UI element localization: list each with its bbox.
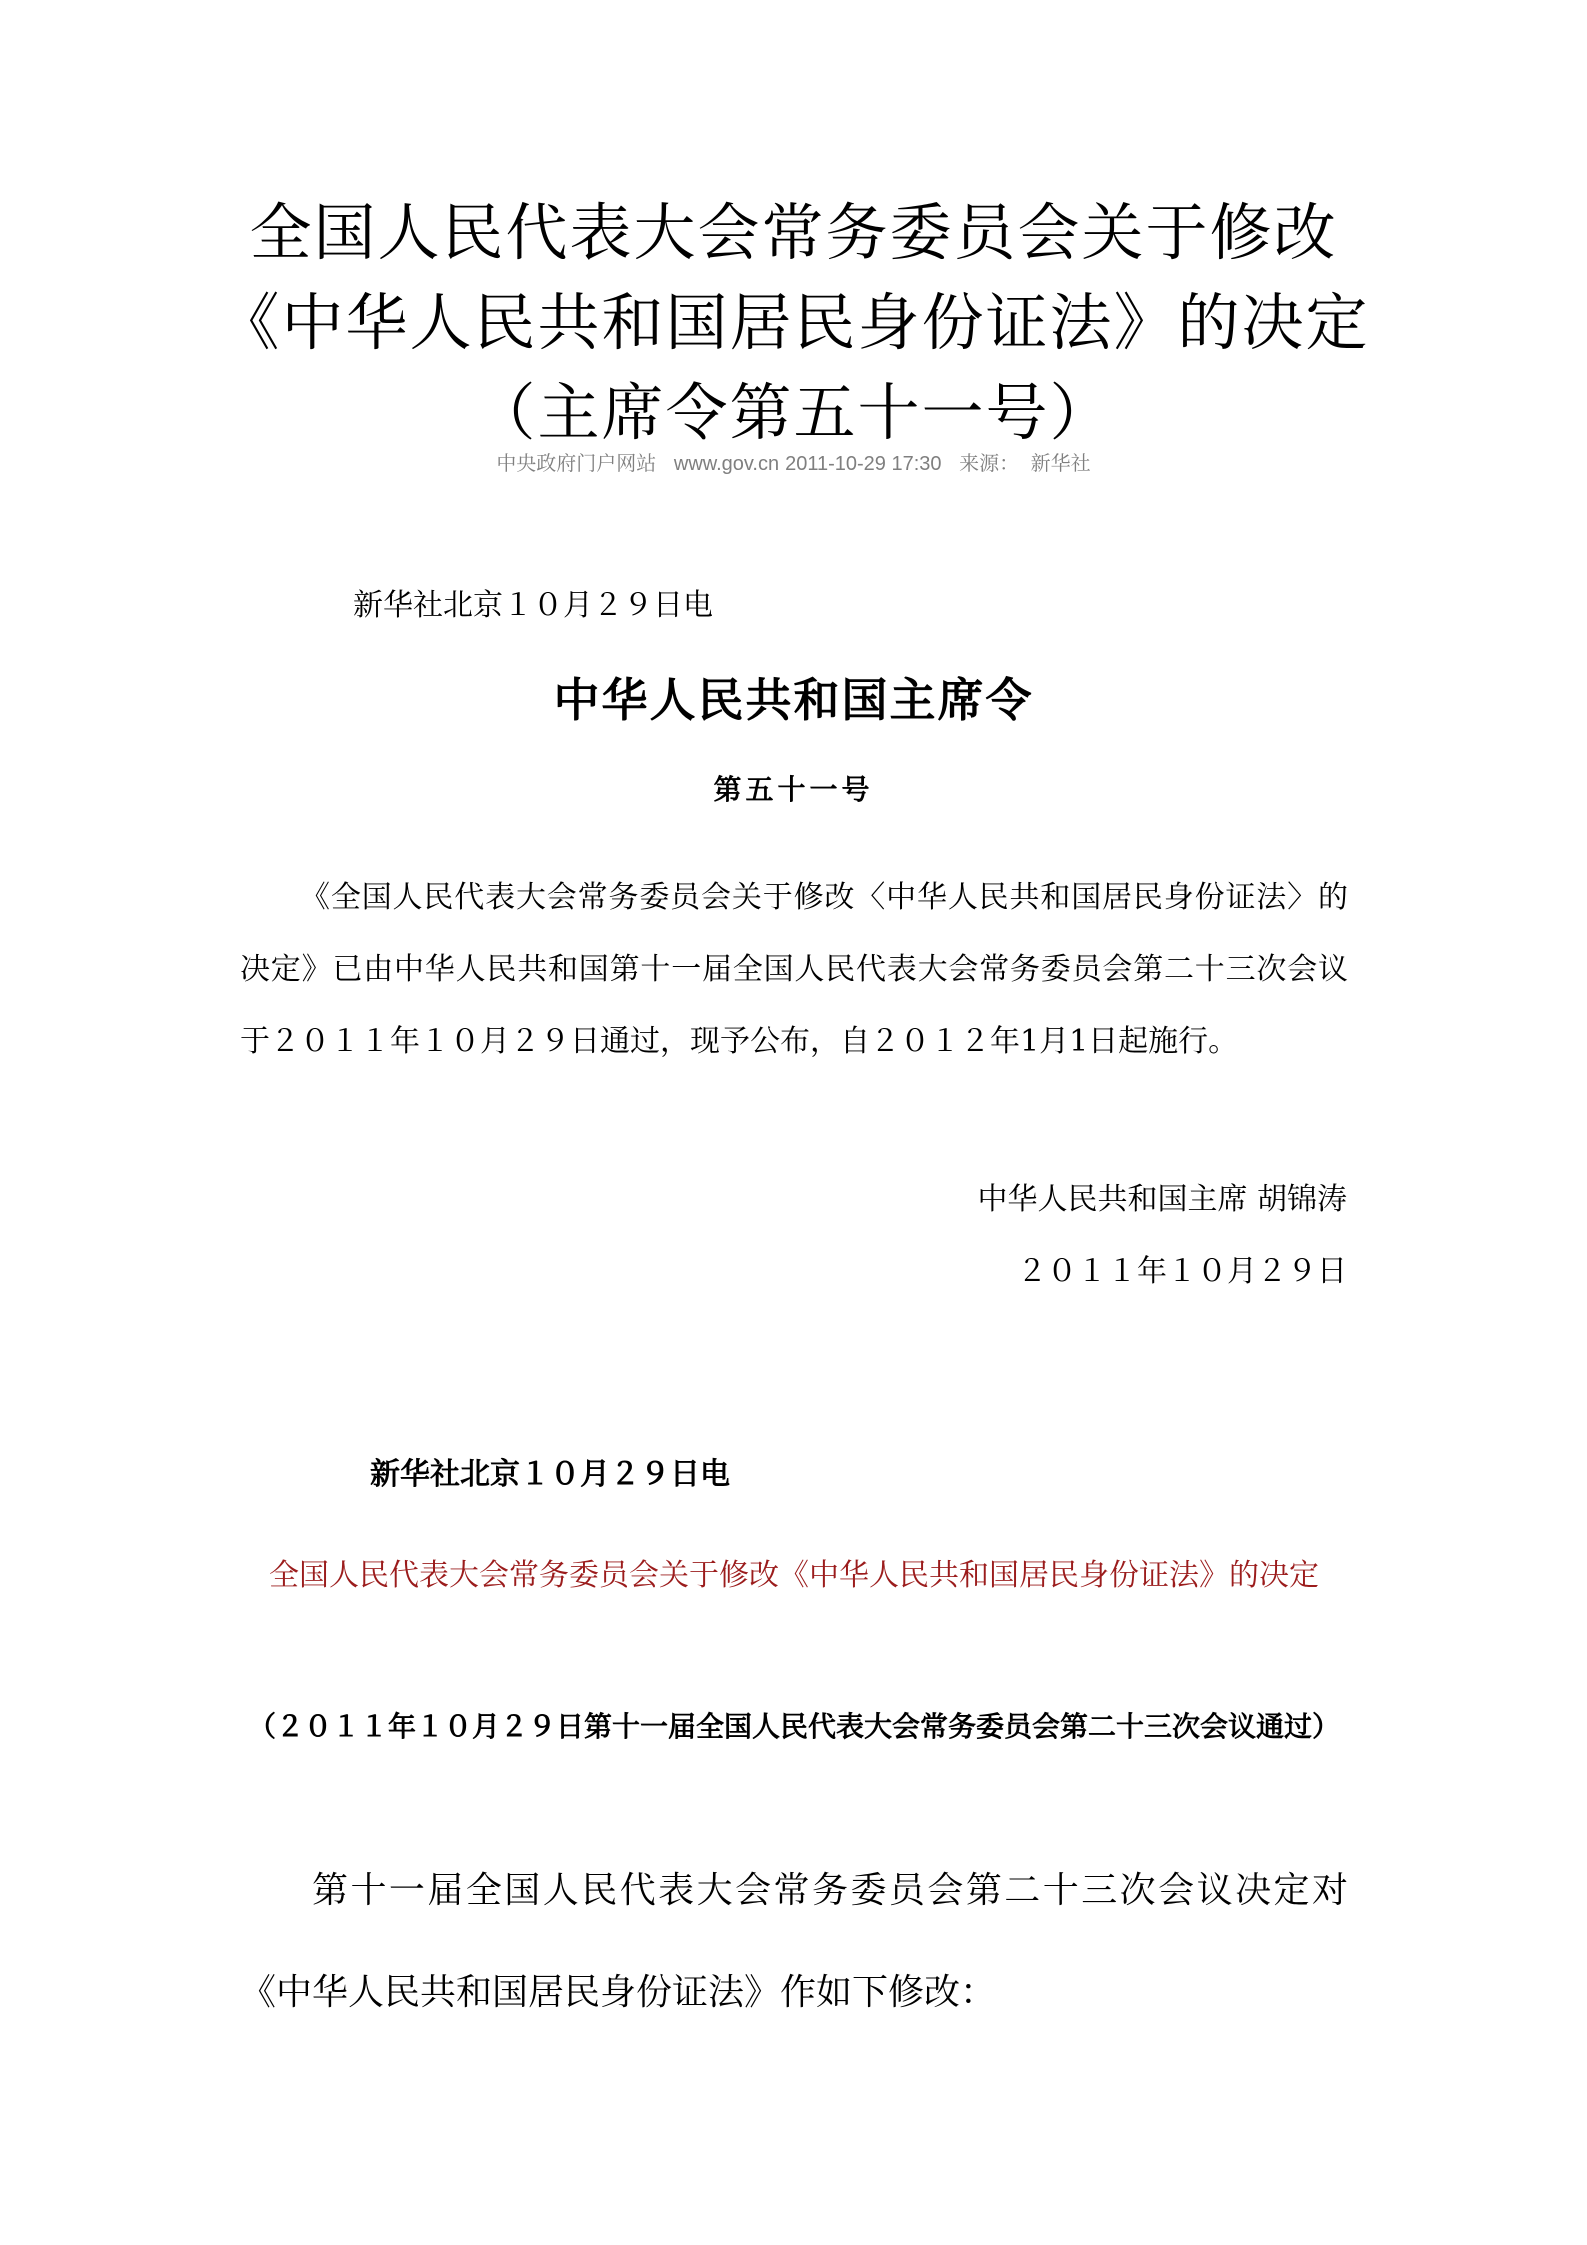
meta-source: 新华社 — [1030, 453, 1091, 475]
dateline-second: 新华社北京１０月２９日电 — [370, 1457, 730, 1492]
meta-datetime: 2011-10-29 17:30 — [785, 453, 942, 475]
decision-subtitle: （２０１１年１０月２９日第十一届全国人民代表大会常务委员会第二十三次会议通过） — [247, 1710, 1340, 1743]
decision-body-paragraph: 第十一届全国人民代表大会常务委员会第二十三次会议决定对《中华人民共和国居民身份证法》作如下修改： — [240, 1870, 1348, 2013]
decision-title: 全国人民代表大会常务委员会关于修改《中华人民共和国居民身份证法》的决定 — [269, 1558, 1319, 1593]
order-number: 第五十一号 — [713, 773, 874, 806]
order-paragraph: 《全国人民代表大会常务委员会关于修改〈中华人民共和国居民身份证法〉的决定》已由中华人民共和国第十一届全国人民代表大会常务委员会第二十三次会议于２０１１年１０月２９日通过，现予公布，自２０１２年1月1日起施行。 — [240, 880, 1348, 1059]
order-date: ２０１１年１０月２９日 — [1017, 1254, 1347, 1289]
article-meta — [0, 450, 1587, 478]
order-signature: 中华人民共和国主席 胡锦涛 — [977, 1182, 1347, 1217]
page-title: 全国人民代表大会常务委员会关于修改《中华人民共和国居民身份证法》的决定（主席令第五十一号） — [217, 196, 1370, 449]
order-heading: 中华人民共和国主席令 — [553, 673, 1034, 727]
meta-site: 中央政府门户网站 — [496, 453, 657, 475]
dateline-first: 新华社北京１０月２９日电 — [353, 588, 713, 623]
meta-url: www.gov.cn — [673, 453, 780, 475]
meta-source-label: 来源： — [959, 453, 1020, 475]
